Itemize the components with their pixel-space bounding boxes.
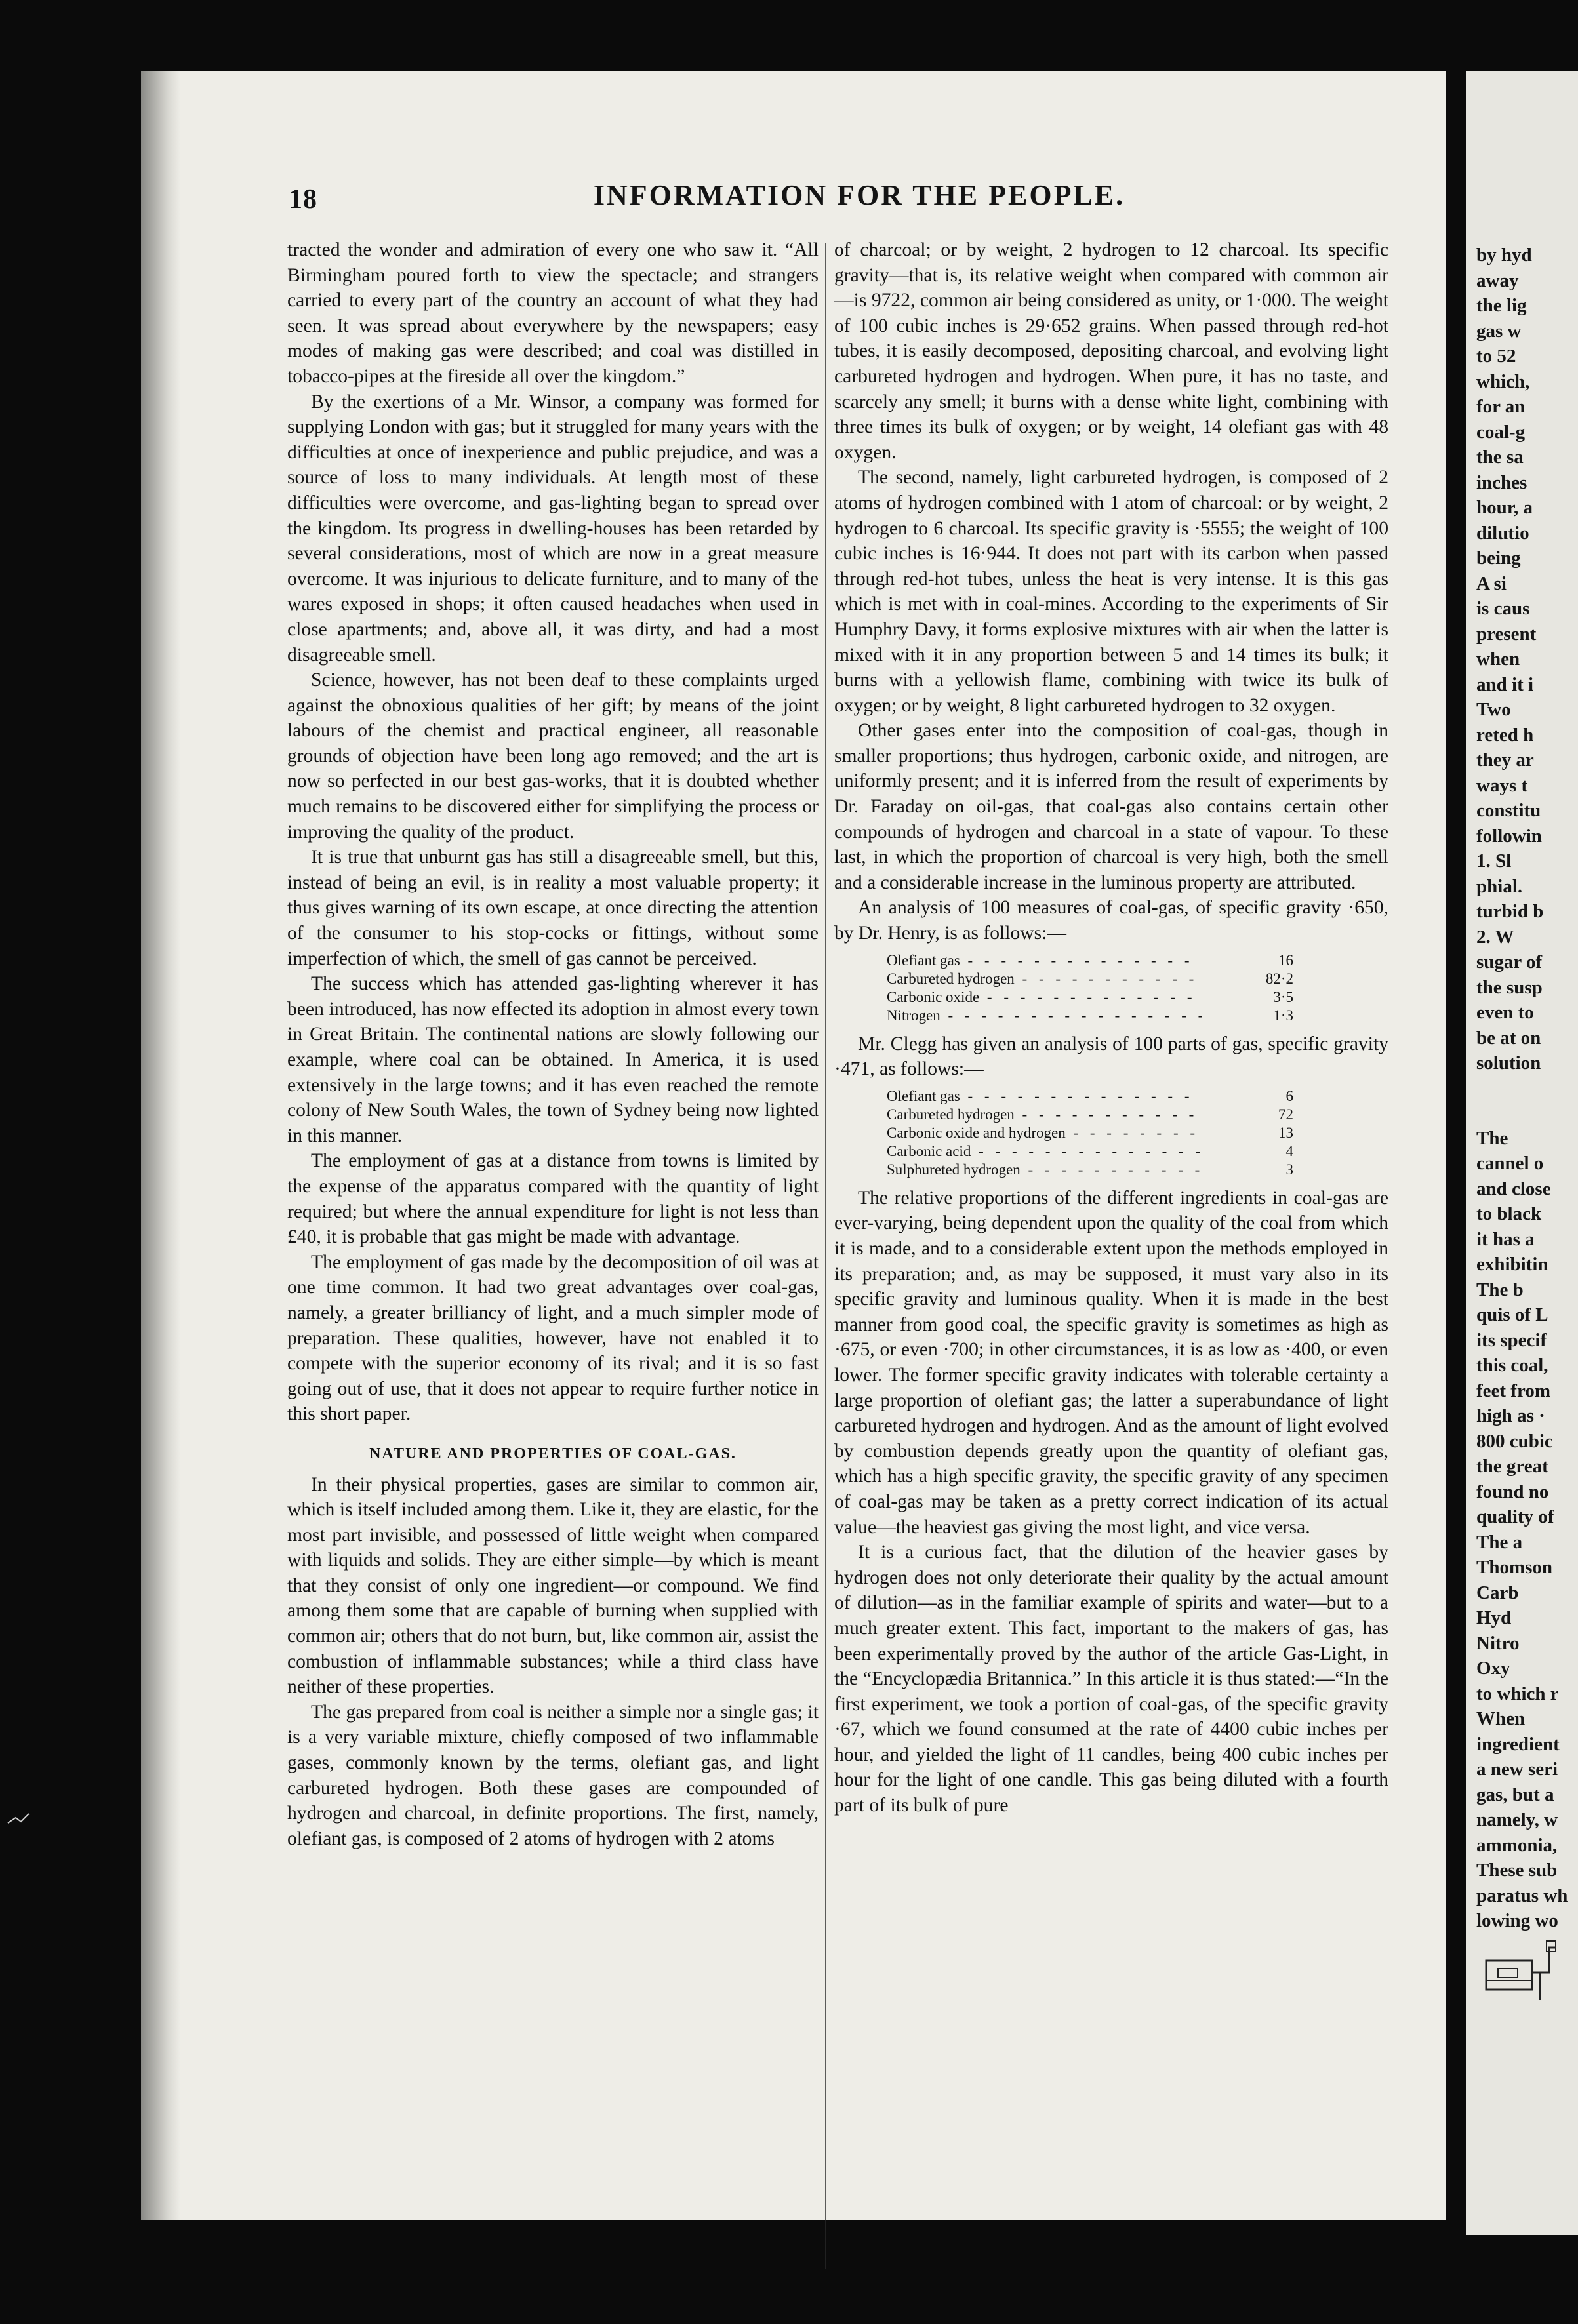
gas-value: 72: [1278, 1106, 1293, 1123]
facing-page-line: 2. W: [1476, 926, 1514, 948]
facing-page-line: coal-g: [1476, 421, 1526, 443]
facing-page-line: to 52: [1476, 346, 1516, 367]
paragraph: The success which has attended gas-lighting wherever it has been introduced, has now effected its adoption in almost every town in Great Britain. The continental nations are slowly following our example, where coal can be obtained. In America, it is used extensively in the large towns; and it has even reached the remote colony of New South Wales, the town of Sydney being now lighted in this manner.: [287, 973, 819, 1146]
gas-name: Olefiant gas - - -: [887, 952, 1202, 970]
paragraph: In their physical properties, gases are similar to common air, which is itself included among them. Like it, they are elastic, for the most part invisible, and possessed of little weight when compared with liquids and solids. They are either simple—by which is meant that they consist of only one ingredient—or compound. We find among them some that are capable of burning when supplied with common air; others that do not burn, but, like common air, assist the combustion of inflammable substances; while a third class have neither of these properties.: [287, 1473, 819, 1698]
gas-value: 6: [1285, 1087, 1293, 1104]
paragraph: The employment of gas at a distance from towns is limited by the expense of the apparatus compared with the quantity of light required; but where the annual expenditure for light is not less than £40, it is probable that gas might be made with advantage.: [287, 1150, 819, 1248]
facing-page-line: paratus wh: [1476, 1885, 1568, 1906]
page-number: 18: [289, 184, 317, 214]
facing-page-line: The a: [1476, 1531, 1523, 1553]
facing-page-line: being: [1476, 548, 1521, 569]
facing-page-line: the sa: [1476, 447, 1524, 468]
running-header: [289, 178, 1430, 218]
facing-page-line: found no: [1476, 1481, 1549, 1502]
facing-page-line: turbid b: [1476, 901, 1544, 922]
facing-page-line: to which r: [1476, 1683, 1559, 1704]
apparatus-diagram: [1481, 1934, 1560, 2007]
facing-page-line: Carb: [1476, 1582, 1519, 1603]
paragraph: The employment of gas made by the decomposition of oil was at one time common. It had two great advantages over coal-gas, namely, a greater brilliancy of light, and a much simpler mode of preparation. These qualities, however, have not enabled it to compete with the superior economy of its rival; and it is so fast going out of use, that it does not appear to require further notice in this short paper.: [287, 1251, 819, 1425]
facing-page-line: hour, a: [1476, 497, 1533, 518]
facing-page-line: sugar of: [1476, 952, 1543, 972]
paragraph: The relative proportions of the different ingredients in coal-gas are ever-varying, being dependent upon the quality of the coal from which it is made, and to a considerable extent upon the methods employed in its preparation; and, as may be supposed, it must vary also in its specific gravity and luminous quality. When it is made in the best manner from good coal, the specific gravity is sometimes as high as ·675, or even ·700; in other circumstances, it is as low as ·400, or even lower. The former specific gravity indicates with tolerable certainty a large proportion of olefiant gas; the latter a superabundance of light carbureted hydrogen and hydrogen. And as the amount of light evolved by combustion depends greatly upon the quantity of olefiant gas, which has a high specific gravity, the specific gravity of any specimen of coal-gas may be taken as a pretty correct indication of its actual value—the heaviest gas giving the most light, and vice versa.: [834, 1187, 1388, 1538]
page-binding-shadow: [141, 71, 180, 2220]
paragraph: An analysis of 100 measures of coal-gas, of specific gravity ·650, by Dr. Henry, is as follows:—: [834, 897, 1388, 944]
facing-page-line: When: [1476, 1708, 1526, 1729]
gas-name: Carbureted hydrogen - - -: [887, 970, 1202, 988]
facing-page-line: namely, w: [1476, 1809, 1558, 1830]
facing-page-line: constitu: [1476, 800, 1541, 821]
gas-value: 13: [1278, 1124, 1293, 1141]
facing-page-line: high as ·: [1476, 1405, 1545, 1426]
facing-page-line: gas, but a: [1476, 1784, 1554, 1805]
facing-page-line: solution: [1476, 1052, 1541, 1073]
facing-page-line: this coal,: [1476, 1355, 1548, 1376]
facing-page-line: is caus: [1476, 598, 1530, 619]
facing-page-line: [1466, 1076, 1578, 1101]
facing-page-line: followin: [1476, 825, 1542, 847]
facing-page-line: Thomson: [1476, 1557, 1553, 1578]
table-row: [887, 1106, 1306, 1124]
gas-name: Carbonic oxide - - -: [887, 988, 1202, 1007]
section-heading: NATURE AND PROPERTIES OF COAL-GAS.: [369, 1445, 737, 1462]
gas-value: 16: [1278, 952, 1293, 969]
facing-page-line: The b: [1476, 1279, 1524, 1300]
facing-page-line: Nitro: [1476, 1632, 1520, 1654]
facing-page-line: Oxy: [1476, 1658, 1510, 1679]
paragraph: Science, however, has not been deaf to these complaints urged against the obnoxious qualities of her gift; by means of the joint labours of the chemist and practical engineer, all reasonable grounds of objection have been long ago removed; and the art is now so perfected in our best gas-works, that it is doubted whether much remains to be discovered either for simplifying the process or improving the quality of the product.: [287, 670, 819, 843]
margin-ink-mark: [7, 1810, 33, 1830]
facing-page-line: the lig: [1476, 295, 1527, 316]
paragraph: It is true that unburnt gas has still a disagreeable smell, but this, instead of being an evil, is in reality a most valuable property; it thus gives warning of its own escape, at once directing the attention of the consumer to his stop-cocks or fittings, without some imperfection of which, the smell of gas cannot be perceived.: [287, 847, 819, 969]
facing-page-line: present: [1476, 623, 1537, 645]
facing-page-line: ways t: [1476, 774, 1528, 796]
facing-page-line: 1. Sl: [1476, 851, 1512, 872]
facing-page-line: Two: [1476, 699, 1511, 720]
paragraph: By the exertions of a Mr. Winsor, a company was formed for supplying London with gas; but it struggled for many years with the difficulties at once of inexperience and public prejudice, and was a source of loss to many individuals. At length most of these difficulties were overcome, and gas-lighting began to spread over the kingdom. Its progress in dwelling-houses has been retarded by several considerations, most of which are now in a great measure overcome. It was injurious to delicate furniture, and to many of the wares exposed in shops; it often caused headaches when used in close apartments; and, above all, it was dirty, and had a most disagreeable smell.: [287, 391, 819, 666]
gas-value: 3·5: [1273, 988, 1293, 1005]
paragraph: of charcoal; or by weight, 2 hydrogen to 12 charcoal. Its specific gravity—that is, its relative weight when compared with common air—is 9722, common air being considered as unity, or 1·000. The weight of 100 cubic inches is 29·652 grains. When passed through red-hot tubes, it is easily decomposed, depositing charcoal, and evolving light carbureted hydrogen and hydrogen. When pure, it has no taste, and scarcely any smell; it burns with a dense white light, combining with three times its bulk of oxygen; or by weight, 14 olefiant gas with 48 oxygen.: [834, 239, 1388, 463]
table-row: [887, 988, 1306, 1007]
facing-page-line: ammonia,: [1476, 1834, 1558, 1856]
facing-page: [1466, 71, 1578, 2235]
facing-page-line: it has a: [1476, 1228, 1535, 1250]
paragraph: Mr. Clegg has given an analysis of 100 parts of gas, specific gravity ·471, as follows:—: [834, 1033, 1388, 1080]
paragraph: The second, namely, light carbureted hydrogen, is composed of 2 atoms of hydrogen combined with 1 atom of charcoal: or by weight, 2 hydrogen to 6 charcoal. Its specific gravity is ·5555; the weight of 100 cubic inches is 16·944. It does not part with its carbon when passed through red-hot tubes, unless the heat is very intense. It is this gas which is met with in coal-mines. According to the experiments of Sir Humphry Davy, it forms explosive mixtures with air when the latter is mixed with it in any proportion between 5 and 14 times its bulk; it burns with a yellowish flame, combining with twice its bulk of oxygen; or by weight, 8 light carbureted hydrogen to 32 oxygen.: [834, 467, 1388, 716]
gas-name: Sulphureted hydrogen - - -: [887, 1161, 1202, 1179]
facing-page-line: dilutio: [1476, 522, 1529, 544]
facing-page-text: [1466, 71, 1578, 1934]
gas-name: Carbureted hydrogen - - -: [887, 1106, 1202, 1124]
table-row: [887, 1161, 1306, 1179]
gas-name: Nitrogen - - -: [887, 1007, 1202, 1025]
right-column: [834, 237, 1388, 1818]
gas-value: 1·3: [1273, 1007, 1293, 1024]
facing-page-line: quality of: [1476, 1506, 1554, 1527]
gas-value: 82·2: [1265, 970, 1293, 987]
facing-page-line: by hyd: [1476, 245, 1532, 266]
gas-name: Olefiant gas - - -: [887, 1087, 1202, 1106]
paragraph: Other gases enter into the composition of coal-gas, though in smaller proportions; thus hydrogen, carbonic oxide, and nitrogen, are uniformly present; and it is inferred from the result of experiments by Dr. Faraday on oil-gas, that coal-gas also contains certain other compounds of hydrogen and charcoal in a state of vapour. To these last, in which the proportion of charcoal is very high, both the smell and a considerable increase in the luminous property are attributed.: [834, 720, 1388, 893]
facing-page-line: reted h: [1476, 724, 1534, 746]
paragraph: It is a curious fact, that the dilution of the heavier gases by hydrogen does not only deteriorate their quality by the actual amount of dilution—as in the familiar example of spirits and water—but to a much greater extent. This fact, important to the makers of gas, has been experimentally proved by the author of the article Gas-Light, in the “Encyclopædia Britannica.” In this article it is thus stated:—“In the first experiment, we took a portion of coal-gas, of the specific gravity ·67, which we found consumed at the rate of 4400 cubic inches per hour, and yielded the light of 11 candles, being 400 cubic inches per hour for the light of one candle. This gas being diluted with a fourth part of its bulk of pure: [834, 1542, 1388, 1816]
facing-page-line: [1466, 1101, 1578, 1126]
table-row: [887, 1142, 1306, 1161]
facing-page-line: A si: [1476, 572, 1507, 594]
facing-page-line: phial.: [1476, 875, 1523, 897]
gas-value: 4: [1285, 1142, 1293, 1159]
facing-page-line: Hyd: [1476, 1607, 1512, 1628]
table-row: [887, 952, 1306, 970]
left-column: [287, 237, 819, 1851]
facing-page-line: the great: [1476, 1456, 1548, 1477]
clegg-analysis-table: [887, 1087, 1306, 1179]
table-row: [887, 1007, 1306, 1025]
table-row: [887, 970, 1306, 988]
facing-page-line: its specif: [1476, 1329, 1547, 1351]
henry-analysis-table: [887, 952, 1306, 1025]
facing-page-line: These sub: [1476, 1860, 1558, 1881]
facing-page-line: gas w: [1476, 320, 1522, 342]
facing-page-line: which,: [1476, 371, 1530, 392]
facing-page-line: away: [1476, 270, 1519, 291]
facing-page-line: when: [1476, 649, 1520, 670]
facing-page-line: a new seri: [1476, 1759, 1558, 1780]
paragraph: tracted the wonder and admiration of every one who saw it. “All Birmingham poured forth to view the spectacle; and strangers carried to every part of the country an account of what they had seen. It was spread about everywhere by the newspapers; easy modes of making gas were described; and coal was distilled in tobacco-pipes at the fireside all over the kingdom.”: [287, 239, 819, 387]
facing-page-line: The: [1476, 1127, 1508, 1149]
column-divider: [825, 243, 826, 2269]
facing-page-line: for an: [1476, 396, 1526, 417]
facing-page-line: the susp: [1476, 976, 1543, 998]
facing-page-line: 800 cubic: [1476, 1430, 1553, 1452]
paragraph: The gas prepared from coal is neither a simple nor a single gas; it is a very variable mixture, chiefly composed of two inflammable gases, commonly known by the terms, olefiant gas, and light carbureted hydrogen. Both these gases are compounded of hydrogen and charcoal, in definite proportions. The first, namely, olefiant gas, is composed of 2 atoms of hydrogen with 2 atoms: [287, 1701, 819, 1849]
facing-page-line: and it i: [1476, 673, 1534, 695]
header-title: INFORMATION FOR THE PEOPLE.: [593, 179, 1125, 211]
gas-name: Carbonic oxide and hydrogen - - -: [887, 1124, 1202, 1142]
gas-name: Carbonic acid - - -: [887, 1142, 1202, 1161]
facing-page-line: feet from: [1476, 1380, 1550, 1401]
facing-page-line: ingredient: [1476, 1733, 1560, 1755]
facing-page-line: inches: [1476, 471, 1527, 493]
page-gutter: [1446, 71, 1466, 2235]
facing-page-line: lowing wo: [1476, 1910, 1558, 1931]
table-row: [887, 1124, 1306, 1142]
facing-page-line: they ar: [1476, 750, 1534, 771]
facing-page-line: even to: [1476, 1002, 1534, 1023]
facing-page-line: cannel o: [1476, 1153, 1544, 1174]
facing-page-line: quis of L: [1476, 1304, 1548, 1325]
facing-page-line: exhibitin: [1476, 1254, 1548, 1275]
scan-border: [0, 0, 1578, 72]
table-row: [887, 1087, 1306, 1106]
facing-page-line: to black: [1476, 1203, 1542, 1224]
gas-value: 3: [1285, 1161, 1293, 1178]
facing-page-line: be at on: [1476, 1027, 1541, 1049]
facing-page-line: and close: [1476, 1178, 1551, 1199]
